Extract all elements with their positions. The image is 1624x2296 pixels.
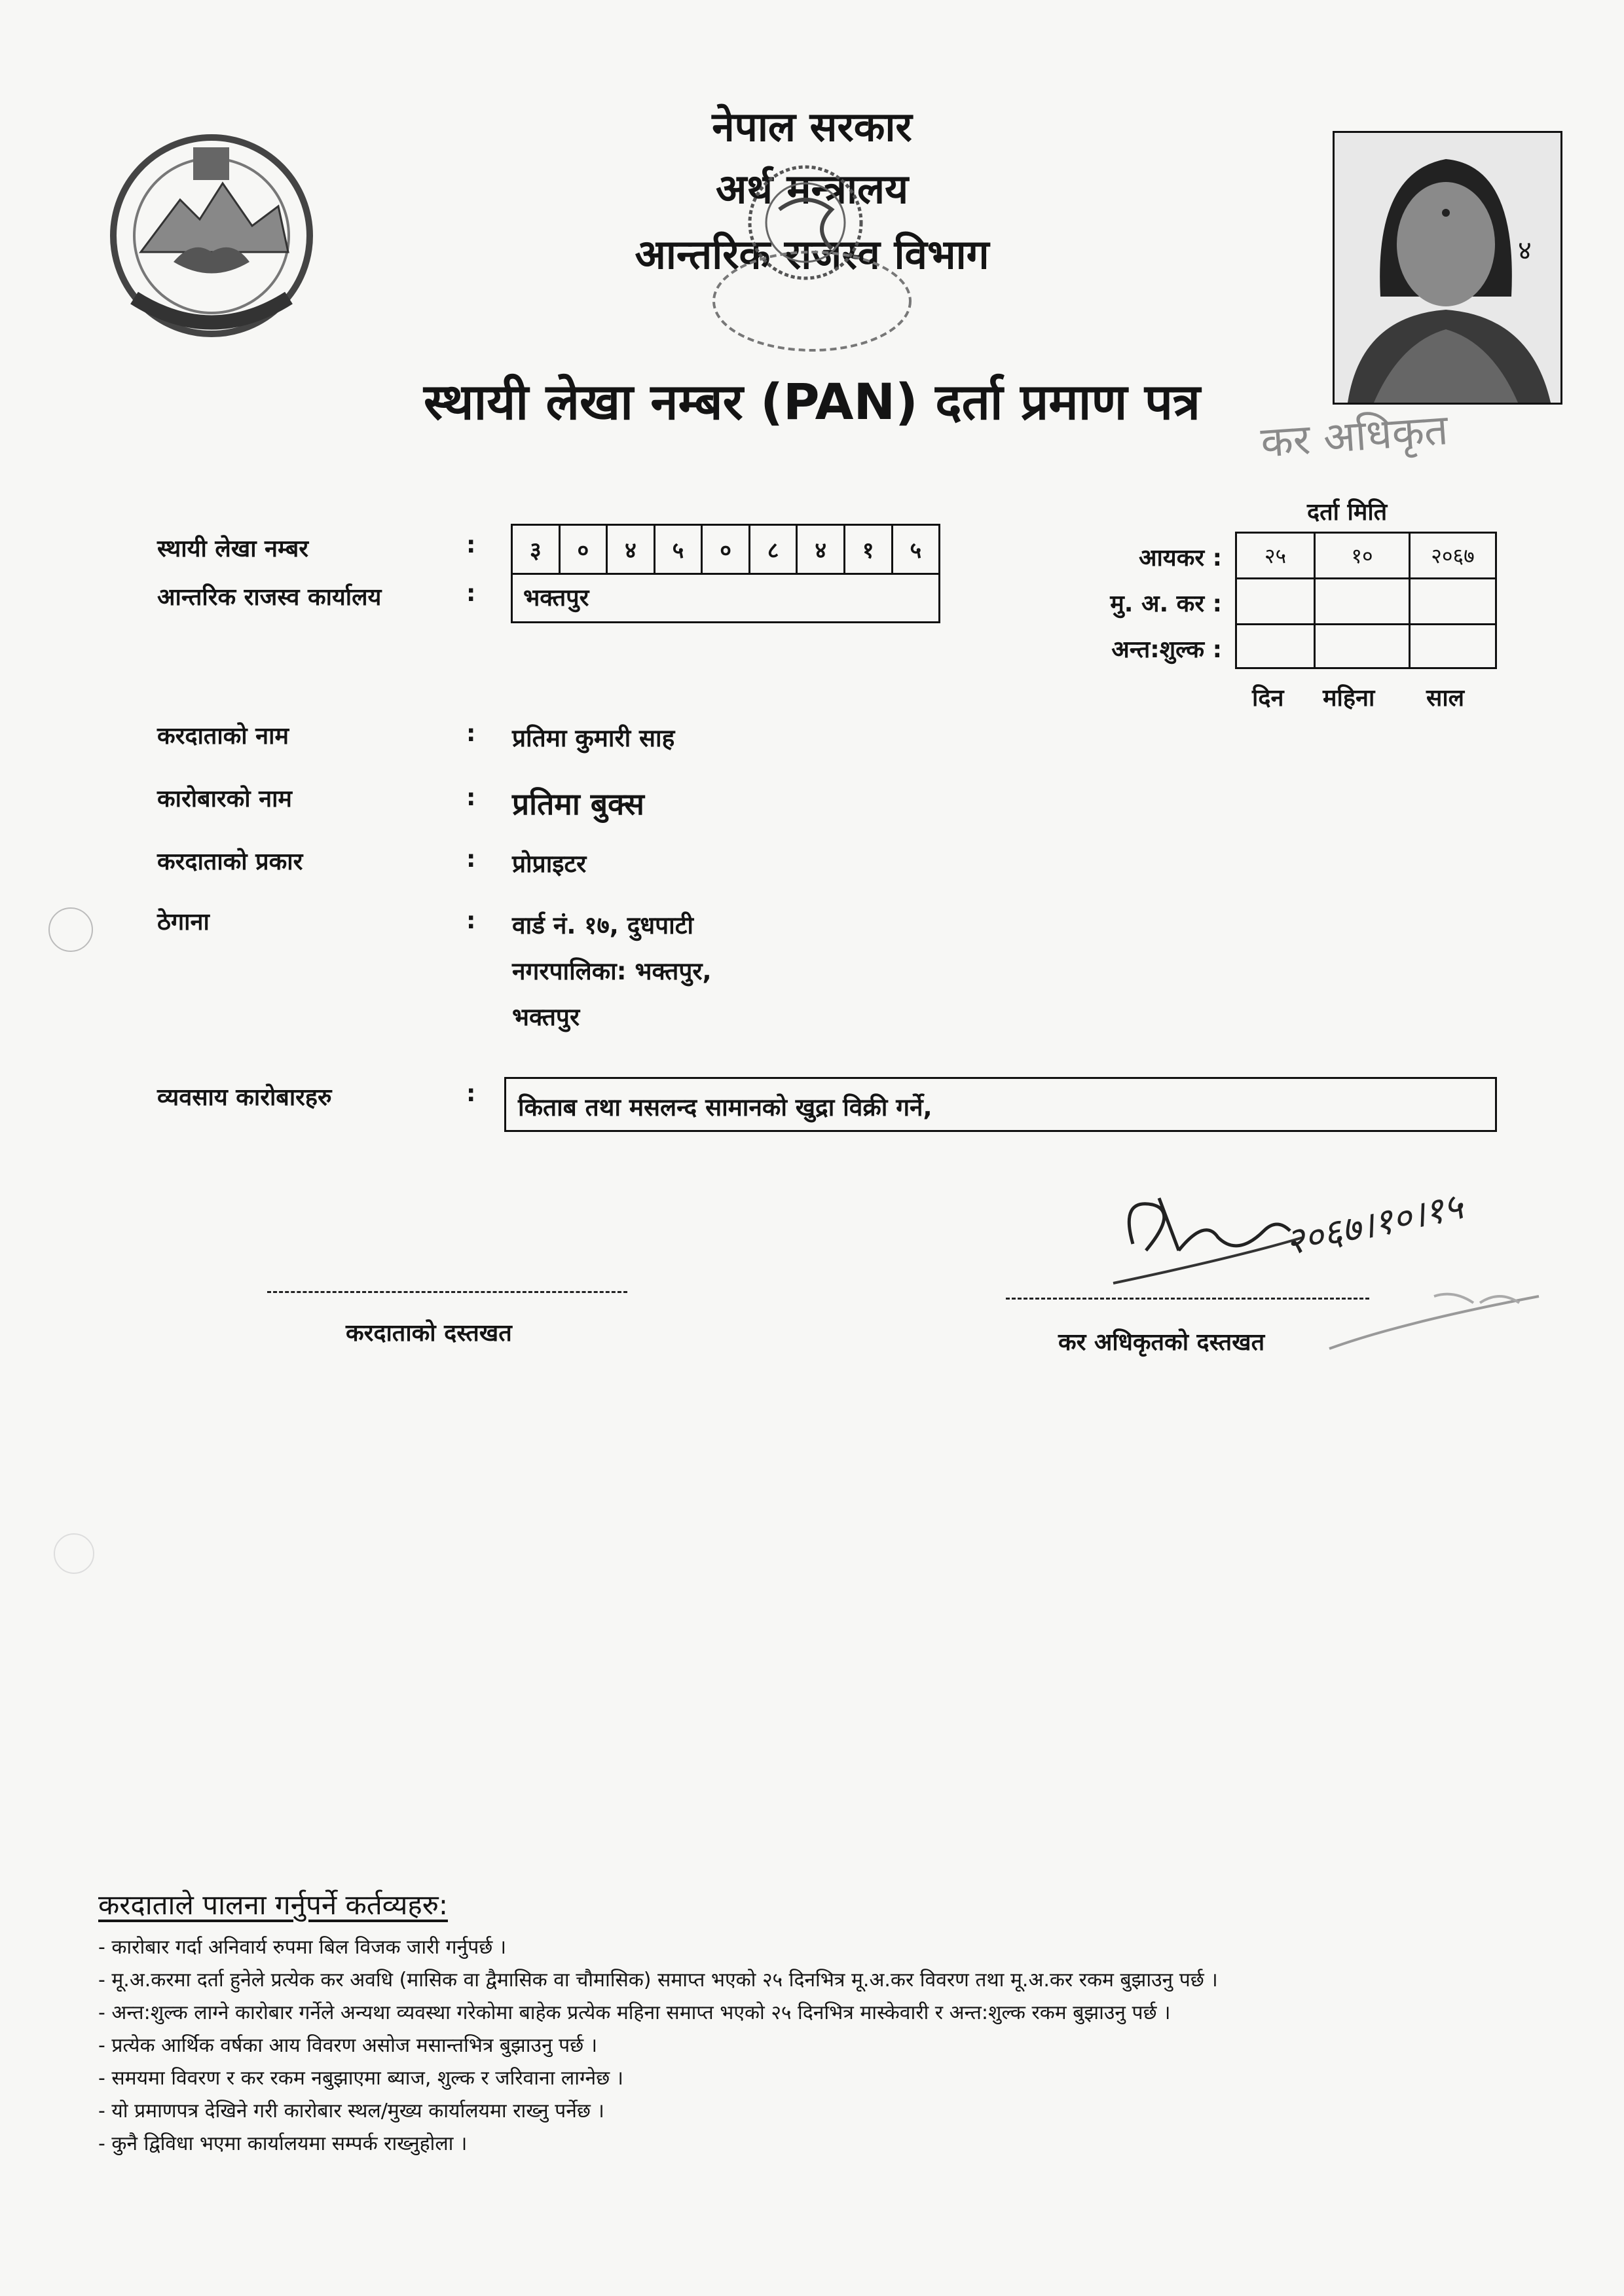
duty-item: - यो प्रमाणपत्र देखिने गरी कारोबार स्थल/मुख्य कार्यालयमा राख्नु पर्नेछ । [98, 2100, 604, 2123]
duty-item: - प्रत्येक आर्थिक वर्षका आय विवरण असोज मसान्तभित्र बुझाउनु पर्छ । [98, 2034, 598, 2057]
taxpayer-type-value: प्रोप्राइटर [512, 850, 587, 878]
pan-label: स्थायी लेखा नम्बर [157, 536, 309, 562]
excise-label: अन्त:शुल्क : [1111, 636, 1222, 663]
officer-signature-label: कर अधिकृतको दस्तखत [1058, 1329, 1265, 1356]
photo-tick-mark: ४ [1518, 236, 1532, 266]
header-department: आन्तरिक राजस्व विभाग [635, 230, 989, 278]
address-colon: : [466, 907, 476, 934]
business-activities-colon: : [466, 1080, 476, 1107]
taxpayer-name-label: करदाताको नाम [157, 723, 289, 750]
address-line-3: भक्तपुर [512, 1003, 580, 1031]
taxpayer-name-value: प्रतिमा कुमारी साह [512, 724, 675, 752]
business-activities-value: किताब तथा मसलन्द सामानको खुद्रा विक्री गर्ने, [518, 1093, 932, 1121]
duty-item: - कुनै द्विविधा भएमा कार्यालयमा सम्पर्क राख्नुहोला । [98, 2132, 468, 2155]
certificate-title: स्थायी लेखा नम्बर (PAN) दर्ता प्रमाण पत्र [424, 373, 1200, 431]
office-label: आन्तरिक राजस्व कार्यालय [157, 584, 382, 611]
header-ministry: अर्थ मन्त्रालय [715, 165, 909, 213]
excise-day [1237, 625, 1316, 667]
pan-digit: ४ [798, 526, 845, 573]
pan-digits [513, 526, 938, 575]
col-year: साल [1426, 685, 1465, 712]
income-tax-month: १० [1316, 534, 1411, 579]
taxpayer-name-colon: : [466, 720, 476, 747]
business-activities-box [504, 1077, 1497, 1132]
excise-month [1316, 625, 1411, 667]
col-day: दिन [1252, 685, 1284, 712]
vat-label: मु. अ. कर : [1110, 591, 1222, 617]
business-activities-label: व्यवसाय कारोबारहरु [157, 1084, 332, 1111]
address-line-2: नगरपालिका: भक्तपुर, [512, 957, 712, 985]
pan-digit: ४ [608, 526, 655, 573]
registration-date-grid [1235, 532, 1497, 669]
vat-month [1316, 579, 1411, 625]
income-tax-day: २५ [1237, 534, 1316, 579]
taxpayer-type-label: करदाताको प्रकार [157, 848, 303, 875]
taxpayer-signature-line [267, 1291, 627, 1293]
tax-officer-stamp: कर अधिकृत [1259, 406, 1450, 467]
punch-hole [48, 907, 93, 952]
address-line-1: वार्ड नं. १७, दुधपाटी [512, 911, 693, 939]
punch-hole [54, 1533, 94, 1574]
office-value: भक्तपुर [523, 585, 589, 611]
officer-signature-date: २०६७।१०।१५ [1281, 1185, 1467, 1264]
taxpayer-photo [1333, 131, 1562, 405]
income-tax-year: २०६७ [1411, 534, 1495, 579]
pan-digit: १ [845, 526, 893, 573]
registration-date-heading: दर्ता मिति [1307, 499, 1388, 526]
pan-box [511, 524, 940, 623]
address-label: ठेगाना [157, 909, 210, 936]
vat-day [1237, 579, 1316, 625]
business-name-label: कारोबारको नाम [157, 786, 292, 812]
taxpayer-signature-label: करदाताको दस्तखत [346, 1320, 512, 1347]
pan-digit: ३ [513, 526, 561, 573]
vat-year [1411, 579, 1495, 625]
header-government: नेपाल सरकार [712, 103, 912, 151]
pan-digit: ० [561, 526, 608, 573]
income-tax-label: आयकर : [1139, 545, 1222, 572]
officer-stamp-faint [1323, 1283, 1559, 1362]
office-stamp [681, 151, 936, 367]
pan-digit: ५ [910, 538, 922, 564]
taxpayer-type-colon: : [466, 846, 476, 873]
pan-digit: ० [703, 526, 750, 573]
duty-item: - अन्त:शुल्क लाग्ने कारोबार गर्नेले अन्यथा व्यवस्था गरेकोमा बाहेक प्रत्येक महिना समाप्त भएको २५ दिनभित्र मास्केवारी र अन्त:शुल्क रकम बुझाउनु पर्छ । [98, 2001, 1171, 2024]
duty-item: - मू.अ.करमा दर्ता हुनेले प्रत्येक कर अवधि (मासिक वा द्वैमासिक वा चौमासिक) समाप्त भएको २५ दिनभित्र मू.अ.कर विवरण तथा मू.अ.कर रकम बुझाउनु पर्छ । [98, 1969, 1218, 1992]
pan-digit: ८ [750, 526, 798, 573]
pan-colon: : [466, 532, 476, 558]
duties-heading: करदाताले पालना गर्नुपर्ने कर्तव्यहरु: [98, 1889, 448, 1921]
office-colon: : [466, 580, 476, 607]
pan-digit: ५ [655, 526, 703, 573]
excise-year [1411, 625, 1495, 667]
duty-item: - समयमा विवरण र कर रकम नबुझाएमा ब्याज, शुल्क र जरिवाना लाग्नेछ । [98, 2067, 624, 2090]
business-name-value: प्रतिमा बुक्स [512, 786, 644, 822]
duty-item: - कारोबार गर्दा अनिवार्य रुपमा बिल विजक जारी गर्नुपर्छ । [98, 1936, 507, 1959]
col-month: महिना [1323, 685, 1375, 712]
business-name-colon: : [466, 784, 476, 811]
officer-signature-line [1006, 1298, 1369, 1300]
